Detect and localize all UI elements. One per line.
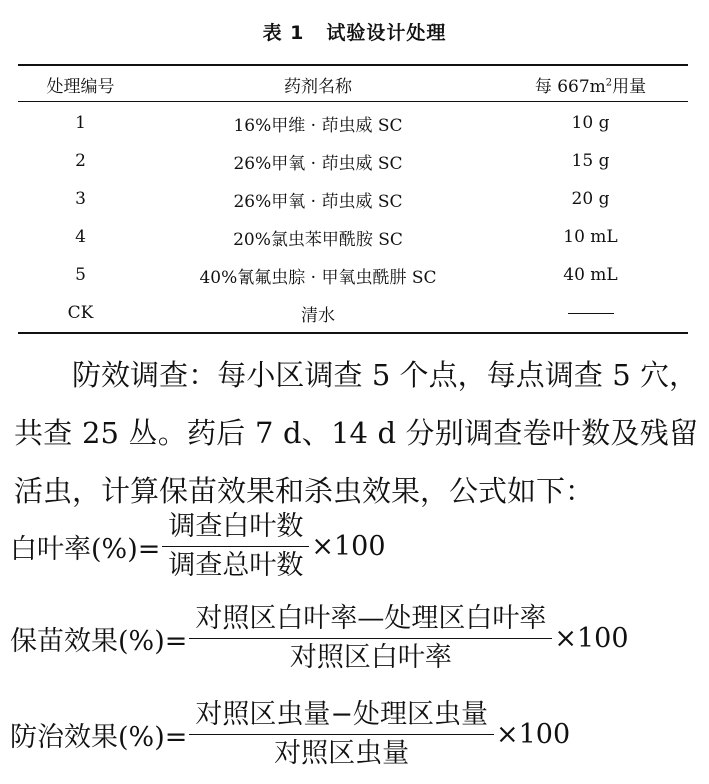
- table-caption: [0, 18, 709, 45]
- cell-agent-name: 26%甲氧 · 茚虫威 SC: [233, 153, 403, 174]
- header-dose-suffix: 用量: [612, 76, 647, 97]
- cell-dose: 10 g: [571, 113, 610, 133]
- cell-treatment-no: 3: [75, 189, 86, 209]
- cell-agent-name: 清水: [301, 305, 335, 326]
- cell-treatment-no: 2: [75, 151, 86, 171]
- formula-factor: ×100: [554, 623, 629, 654]
- cell-agent-name: 20%氯虫苯甲酰胺 SC: [233, 229, 403, 250]
- header-dose-prefix: 每 667m: [534, 76, 606, 97]
- dash-mark: [568, 313, 614, 314]
- table-row: [18, 294, 688, 332]
- table-row: [18, 142, 688, 180]
- formula-lhs: 保苗效果(%)=: [10, 626, 188, 657]
- header-dose-sup: 2: [605, 76, 613, 88]
- cell-treatment-no: 1: [75, 113, 86, 133]
- cell-dose: 20 g: [571, 189, 610, 209]
- formula-factor: ×100: [495, 719, 571, 750]
- header-dose: [493, 66, 688, 102]
- formula-lhs: 防治效果(%)=: [10, 722, 188, 753]
- cell-dose-dash: [493, 294, 688, 332]
- treatment-table: [18, 66, 688, 332]
- denominator: 对照区白叶率: [289, 642, 452, 673]
- cell-dose: 40 mL: [563, 265, 618, 285]
- header-agent-name: 药剂名称: [284, 76, 352, 97]
- table-label: 表 1: [262, 22, 305, 44]
- cell-agent-name: 16%甲维 · 茚虫威 SC: [233, 115, 403, 136]
- numerator: 对照区白叶率—处理区白叶率: [195, 603, 547, 634]
- header-treatment-no: 处理编号: [46, 76, 115, 97]
- cell-treatment-no: 5: [75, 265, 86, 285]
- formula-factor: ×100: [311, 531, 386, 562]
- table-bottom-rule: [18, 332, 688, 334]
- table-title-text: 试验设计处理: [326, 22, 447, 44]
- table-row: [18, 102, 688, 142]
- table-row: [18, 218, 688, 256]
- denominator: 调查总叶数: [168, 550, 304, 581]
- formula-seedling-protection: [10, 600, 629, 677]
- formula-white-leaf-rate: [10, 508, 386, 585]
- fraction: [189, 696, 494, 773]
- cell-dose: 10 mL: [563, 227, 618, 247]
- formula-control-effect: [10, 696, 570, 773]
- cell-agent-name: 26%甲氧 · 茚虫威 SC: [233, 191, 403, 212]
- table-row: [18, 256, 688, 294]
- cell-dose: 15 g: [571, 151, 610, 171]
- table-header-row: [18, 66, 688, 102]
- fraction: [189, 600, 552, 677]
- cell-treatment-no: 4: [75, 227, 86, 247]
- formula-lhs: 白叶率(%)=: [10, 534, 161, 565]
- cell-agent-name: 40%氰氟虫腙 · 甲氧虫酰肼 SC: [199, 267, 437, 288]
- denominator: 对照区虫量: [274, 738, 410, 769]
- numerator: 调查白叶数: [168, 511, 304, 542]
- fraction: [162, 508, 309, 585]
- survey-paragraph: 防效调查：每小区调查 5 个点，每点调查 5 穴，共查 25 丛。药后 7 d、14 d 分别调查卷叶数及残留活虫，计算保苗效果和杀虫效果，公式如下：: [14, 358, 698, 508]
- table-row: [18, 180, 688, 218]
- cell-treatment-no: CK: [67, 303, 94, 323]
- numerator: 对照区虫量−处理区虫量: [195, 699, 488, 730]
